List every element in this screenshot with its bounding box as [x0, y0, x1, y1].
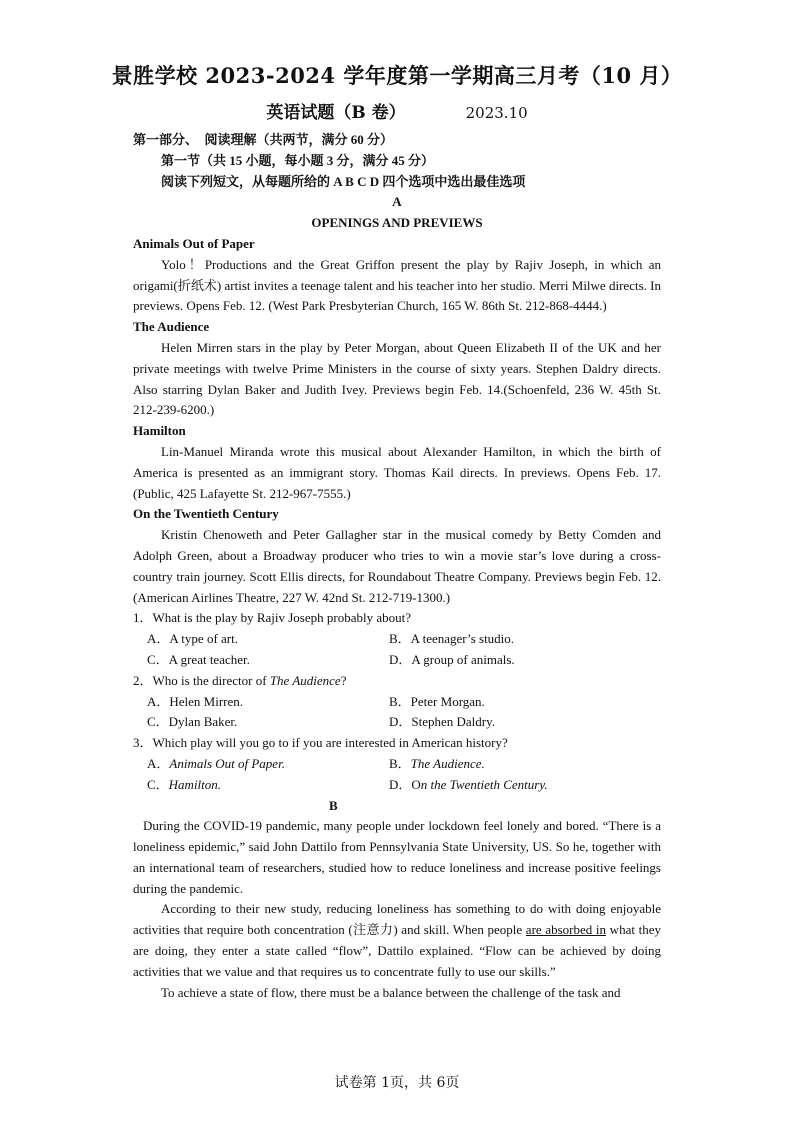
option-a[interactable]: A．A type of art.	[147, 631, 238, 647]
instruction: 阅读下列短文，从每题所给的 A B C D 四个选项中选出最佳选项	[161, 173, 526, 189]
option-letter: C．	[147, 776, 169, 792]
stem-text: 2．Who is the director of	[133, 672, 270, 688]
option-text: The Audience.	[410, 755, 485, 771]
option-d[interactable]: D．Stephen Daldry.	[389, 714, 496, 730]
part-heading: 第一部分、 阅读理解（共两节，满分 60 分）	[133, 132, 394, 147]
exam-content	[133, 130, 661, 1003]
paragraph-text: what they are doing, they enter a state called “flow”, Dattilo explained. “Flow can be achieved by doing activities that we value and that requires us to concentrate fully to use our skills.”	[133, 922, 661, 979]
option-a[interactable]: A．Helen Mirren.	[147, 693, 244, 709]
option-letter: A．	[147, 755, 170, 771]
option-d[interactable]	[389, 775, 661, 796]
option-c[interactable]: C．Dylan Baker.	[147, 714, 238, 730]
stem-mark: ?	[340, 672, 347, 688]
paragraph-text: According to their new study, reducing loneliness has something to do with doing enjoyable activities that require both concentration (注意力) and skill. When people	[133, 901, 661, 938]
option-c[interactable]: C．A great teacher.	[147, 651, 250, 667]
play-description: Yolo！Productions and the Great Griffon present the play by Rajiv Joseph, in which an origami(折纸术) artist invites a teenage talent and his teacher into her studio. Merri Milwe directs. In previews. Opens Feb. 12. (West Park Presbyterian Church, 165 W. 86th St. 212-868-4444.)	[133, 256, 661, 314]
option-letter: B．	[389, 755, 411, 771]
exam-subtitle	[0, 98, 794, 123]
answer-options	[133, 692, 661, 734]
question-stem	[133, 671, 661, 692]
exam-title: 景胜学校 2023-2024 学年度第一学期高三月考（10 月）	[111, 63, 683, 88]
option-text: n the Twentieth Century.	[420, 776, 548, 792]
passage-a-label: A	[392, 194, 402, 210]
play-title: On the Twentieth Century	[133, 506, 279, 522]
play-description: Kristin Chenoweth and Peter Gallagher star in the musical comedy by Betty Comden and Adolph Green, about a Broadway producer who tries to win a movie star’s love during a cross-country train journey. Scott Ellis directs, for Roundabout Theatre Company. Previews begin Feb. 12.(American Airlines Theatre, 227 W. 42nd St. 212-719-1300.)	[133, 527, 661, 605]
underlined-phrase: are absorbed in	[525, 922, 607, 938]
passage-a-heading: OPENINGS AND PREVIEWS	[311, 215, 483, 231]
option-a[interactable]	[133, 754, 389, 775]
option-b[interactable]: B．Peter Morgan.	[389, 693, 485, 709]
exam-date: 2023.10	[465, 104, 528, 122]
option-text: Hamilton.	[168, 776, 222, 792]
option-b[interactable]: B．A teenager’s studio.	[389, 631, 515, 647]
stem-title: The Audience	[269, 672, 341, 688]
paper-name: 英语试题（B 卷）	[266, 103, 406, 123]
play-title: Animals Out of Paper	[133, 235, 255, 251]
passage-b-paragraph: During the COVID-19 pandemic, many people under lockdown feel lonely and bored. “There is a loneliness epidemic,” said John Dattilo from Pennsylvania State University, US. So he, together with an international team of researchers, studied how to reduce loneliness and increase positive feelings during the pandemic.	[133, 818, 661, 896]
play-title: Hamilton	[133, 423, 186, 439]
answer-options	[133, 754, 661, 796]
passage-b-label: B	[329, 797, 338, 813]
option-letter: D．O	[389, 776, 421, 792]
question-stem: 1．What is the play by Rajiv Joseph probably about?	[133, 610, 412, 626]
option-d[interactable]: D．A group of animals.	[389, 651, 515, 667]
play-title: The Audience	[133, 319, 210, 335]
page-footer: 试卷第 1页，共 6页	[334, 1075, 460, 1091]
option-b[interactable]	[389, 754, 661, 775]
section-heading: 第一节（共 15 小题，每小题 3 分，满分 45 分）	[161, 152, 435, 168]
option-text: Animals Out of Paper.	[169, 755, 285, 771]
option-c[interactable]	[133, 775, 389, 796]
play-description: Helen Mirren stars in the play by Peter Morgan, about Queen Elizabeth II of the UK and her private meetings with twelve Prime Ministers in the course of sixty years. Stephen Daldry directs. Also starring Dylan Baker and Judith Ivey. Previews begin Feb. 14.(Schoenfeld, 236 W. 45th St. 212-239-6200.)	[133, 339, 661, 418]
question-stem: 3．Which play will you go to if you are interested in American history?	[133, 735, 508, 751]
play-description: Lin-Manuel Miranda wrote this musical about Alexander Hamilton, in which the birth of America is presented as an immigrant story. Thomas Kail directs. In previews. Opens Feb. 17.(Public, 425 Lafayette St. 212-967-7555.)	[133, 443, 661, 501]
passage-b-paragraph: To achieve a state of flow, there must be a balance between the challenge of the task and	[161, 984, 621, 1000]
answer-options	[133, 629, 661, 671]
passage-b-paragraph	[133, 899, 661, 982]
